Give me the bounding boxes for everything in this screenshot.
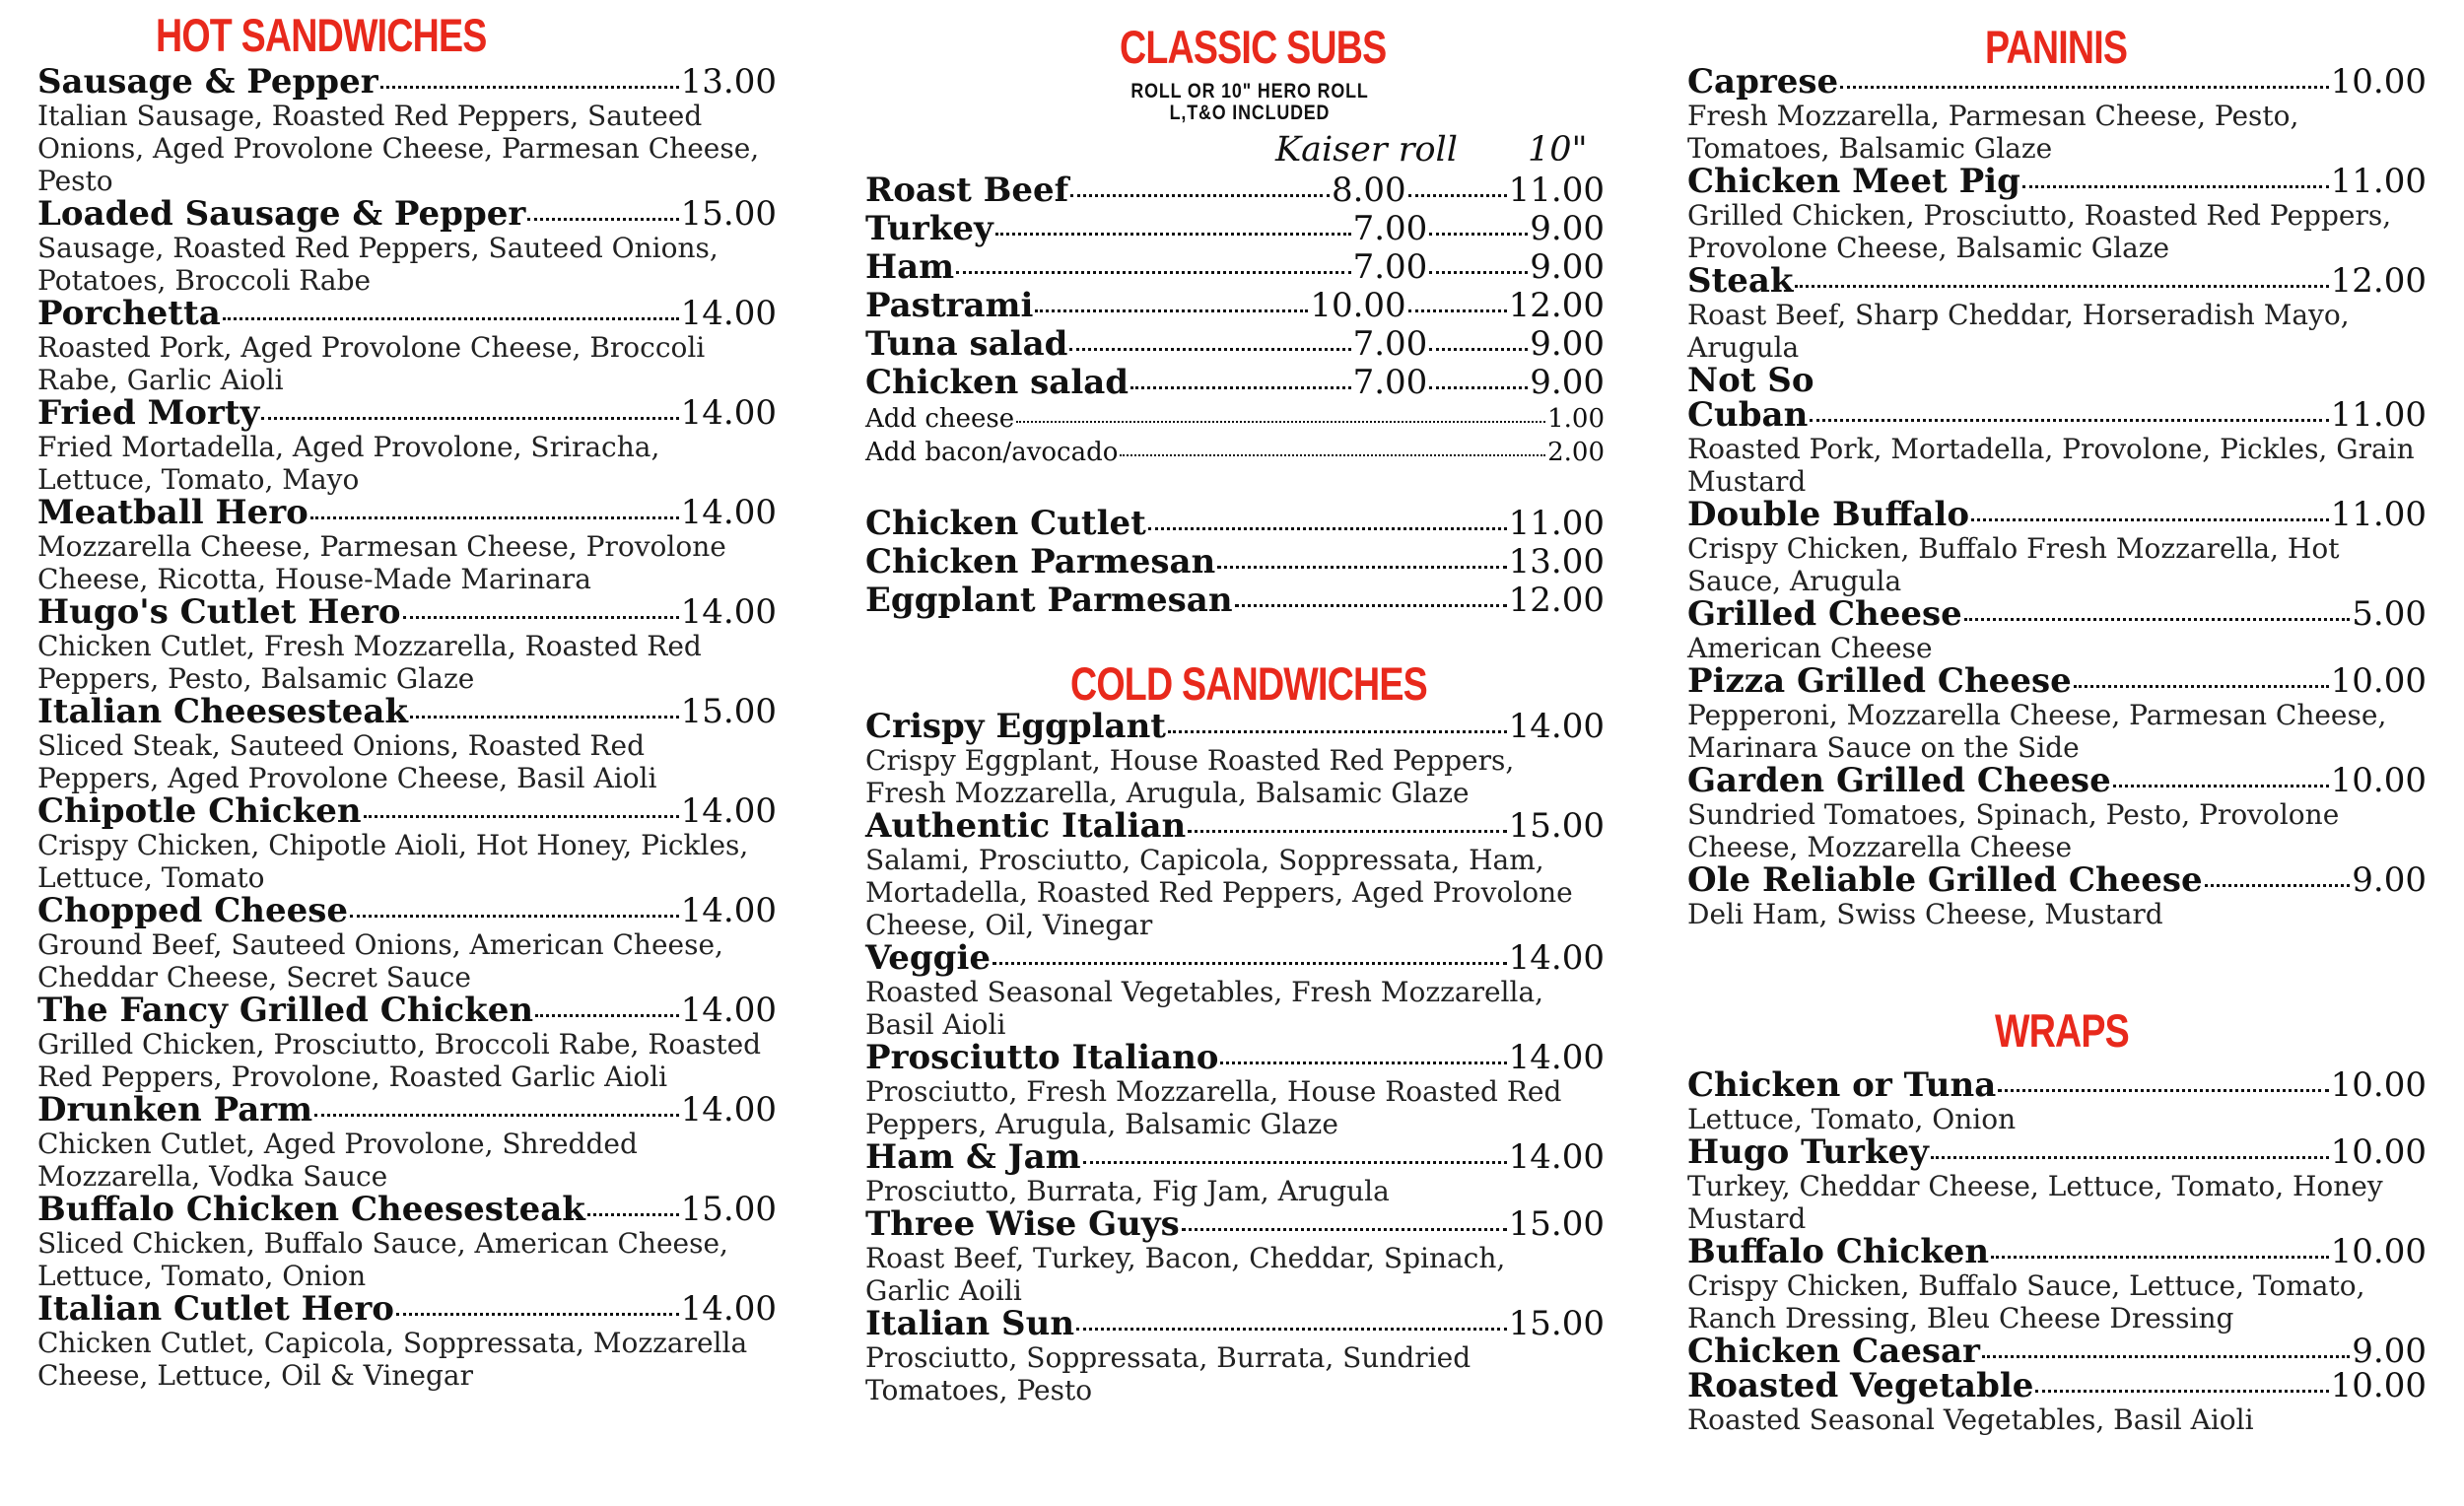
item-description: Crispy Chicken, Buffalo Sauce, Lettuce, Tomato, Ranch Dressing, Bleu Cheese Dressing [1687, 1269, 2365, 1335]
item-name: Hugo's Cutlet Hero [37, 592, 401, 632]
dot-leader [1408, 309, 1507, 312]
item-row [865, 707, 1605, 746]
item-row [37, 692, 777, 731]
kaiser-price: 7.00 [1352, 324, 1428, 364]
item-name: Drunken Parm [37, 1090, 313, 1130]
menu-item [1687, 1366, 2427, 1436]
item-name: Veggie [865, 938, 991, 978]
item-name: Buffalo Chicken Cheesesteak [37, 1190, 585, 1229]
cutlet-row [865, 543, 1605, 582]
item-name: Ham & Jam [865, 1137, 1081, 1177]
item-row [37, 993, 777, 1028]
menu-item [865, 707, 1605, 809]
kaiser-price: 8.00 [1331, 171, 1406, 210]
dot-leader [992, 962, 1507, 965]
item-row [1687, 1332, 2427, 1371]
dot-leader [2113, 785, 2329, 787]
dot-leader [1429, 271, 1528, 274]
item-description: Sliced Steak, Sauteed Onions, Roasted Red Peppers, Aged Provolone Cheese, Basil Aioli [37, 729, 657, 794]
ten-inch-price: 11.00 [1508, 171, 1605, 210]
menu-item [37, 294, 777, 396]
kaiser-price: 7.00 [1352, 363, 1428, 402]
item-row [1687, 261, 2427, 301]
dot-leader [1120, 454, 1545, 456]
item-row [37, 493, 777, 532]
item-name: Porchetta [37, 294, 221, 333]
item-price: 14.00 [680, 592, 777, 632]
item-price: 9.00 [2352, 1332, 2427, 1371]
item-price: 14.00 [680, 891, 777, 930]
item-row [1687, 1132, 2427, 1172]
item-description: Prosciutto, Soppressata, Burrata, Sundried Tomatoes, Pesto [865, 1341, 1472, 1406]
item-price: 11.00 [2330, 162, 2427, 201]
item-price: 10.00 [2330, 761, 2427, 800]
item-description: Prosciutto, Fresh Mozzarella, House Roasted Red Peppers, Arugula, Balsamic Glaze [865, 1075, 1562, 1140]
item-row [37, 791, 777, 831]
item-price: 14.00 [1508, 1038, 1605, 1077]
item-price: 15.00 [1508, 806, 1605, 846]
item-name: Not So [1687, 361, 1814, 400]
dot-leader [1016, 421, 1545, 423]
dot-leader [527, 218, 678, 221]
menu-item [37, 692, 777, 794]
item-price: 15.00 [680, 194, 777, 234]
item-row [1687, 162, 2427, 201]
sub-item-row [865, 171, 1605, 210]
item-description: Prosciutto, Burrata, Fig Jam, Arugula [865, 1175, 1390, 1207]
item-price: 10.00 [2330, 1065, 2427, 1105]
menu-item [37, 993, 777, 1093]
addon-name: Add bacon/avocado [865, 438, 1119, 467]
item-row [1687, 495, 2427, 534]
item-price: 10.00 [2330, 661, 2427, 701]
addon-name: Add cheese [865, 404, 1015, 434]
menu-item [37, 791, 777, 894]
dot-leader [1429, 233, 1528, 236]
menu-item [1687, 261, 2427, 364]
dot-leader [2022, 185, 2329, 188]
wraps-list [1687, 1065, 2427, 1436]
paninis-list [1687, 62, 2427, 930]
ten-inch-price: 9.00 [1530, 324, 1605, 364]
item-name: Meatball Hero [37, 493, 308, 532]
item-description: Sliced Chicken, Buffalo Sauce, American Cheese, Lettuce, Tomato, Onion [37, 1227, 728, 1292]
kaiser-price: 7.00 [1352, 209, 1428, 248]
item-description: Chicken Cutlet, Fresh Mozzarella, Roasted Red Peppers, Pesto, Balsamic Glaze [37, 630, 702, 695]
item-price: 14.00 [1508, 707, 1605, 746]
sub-item-row [865, 210, 1605, 248]
item-row [1687, 1366, 2427, 1405]
item-name: Chicken salad [865, 363, 1129, 402]
dot-leader [1070, 194, 1330, 197]
item-name: Chicken Parmesan [865, 542, 1216, 582]
item-name: Pastrami [865, 286, 1034, 325]
ten-inch-column-head: 10" [1528, 130, 1588, 170]
cutlet-row [865, 582, 1605, 620]
menu-item [37, 493, 777, 595]
item-description: Fried Mortadella, Aged Provolone, Sriracha, Lettuce, Tomato, Mayo [37, 431, 660, 496]
menu-item [37, 1289, 777, 1392]
item-row [865, 938, 1605, 978]
dot-leader [587, 1213, 679, 1216]
item-name: Authentic Italian [865, 806, 1187, 846]
ten-inch-price: 12.00 [1508, 286, 1605, 325]
item-name: Ole Reliable Grilled Cheese [1687, 860, 2203, 900]
ten-inch-price: 9.00 [1530, 363, 1605, 402]
item-name-line [1687, 361, 2427, 400]
dot-leader [310, 516, 679, 519]
menu-item [37, 1090, 777, 1193]
item-price: 14.00 [680, 1090, 777, 1130]
menu-item [1687, 860, 2427, 930]
item-price: 14.00 [1508, 1137, 1605, 1177]
item-price: 14.00 [680, 991, 777, 1030]
item-description: Italian Sausage, Roasted Red Peppers, Sauteed Onions, Aged Provolone Cheese, Parmesan Cheese, Pesto [37, 100, 760, 197]
dot-leader [314, 1114, 679, 1117]
dot-leader [995, 233, 1351, 236]
menu-item [1687, 495, 2427, 597]
item-name: Chicken Caesar [1687, 1332, 1980, 1371]
menu-item [865, 1304, 1605, 1406]
spacer [865, 469, 1605, 505]
item-row [37, 891, 777, 930]
item-name: Garden Grilled Cheese [1687, 761, 2111, 800]
addon-row [865, 436, 1605, 469]
dot-leader [1982, 1355, 2350, 1358]
dot-leader [1148, 527, 1507, 530]
item-price: 10.00 [2330, 1232, 2427, 1271]
item-row [1687, 860, 2427, 900]
item-price: 13.00 [680, 62, 777, 102]
item-name: Caprese [1687, 62, 1839, 102]
item-name: Crispy Eggplant [865, 707, 1167, 746]
item-description: Roasted Seasonal Vegetables, Basil Aioli [1687, 1403, 2254, 1436]
item-row [37, 194, 777, 234]
item-row [37, 1190, 777, 1229]
item-description: Sausage, Roasted Red Peppers, Sauteed Onions, Potatoes, Broccoli Rabe [37, 232, 719, 297]
dot-leader [2205, 884, 2351, 887]
item-price: 5.00 [2352, 594, 2427, 634]
item-name: Italian Sun [865, 1304, 1075, 1343]
dot-leader [1408, 194, 1507, 197]
item-name: Steak [1687, 261, 1794, 301]
menu-item [865, 1204, 1605, 1307]
dot-leader [1971, 518, 2329, 521]
item-name: Fried Morty [37, 393, 260, 433]
dot-leader [350, 915, 679, 918]
item-description: Ground Beef, Sauteed Onions, American Cheese, Cheddar Cheese, Secret Sauce [37, 928, 723, 993]
item-row [1687, 62, 2427, 102]
item-price: 14.00 [680, 493, 777, 532]
dot-leader [1810, 419, 2328, 422]
dot-leader [1182, 1228, 1507, 1231]
menu-item [1687, 761, 2427, 863]
menu-item [865, 1038, 1605, 1140]
item-name: Hugo Turkey [1687, 1132, 1929, 1172]
item-description: Roasted Seasonal Vegetables, Fresh Mozzarella, Basil Aioli [865, 976, 1544, 1041]
item-row [37, 592, 777, 632]
item-description: Roast Beef, Turkey, Bacon, Cheddar, Spinach, Garlic Aoili [865, 1242, 1506, 1307]
dot-leader [1069, 348, 1350, 351]
item-description: Sundried Tomatoes, Spinach, Pesto, Provolone Cheese, Mozzarella Cheese [1687, 798, 2340, 863]
item-name: Grilled Cheese [1687, 594, 1962, 634]
dot-leader [2035, 1390, 2328, 1393]
item-name: The Fancy Grilled Chicken [37, 991, 534, 1030]
item-price: 15.00 [1508, 1204, 1605, 1244]
dot-leader [410, 716, 679, 719]
item-name: Italian Cutlet Hero [37, 1289, 394, 1329]
item-name: Chicken Meet Pig [1687, 162, 2020, 201]
dot-leader [223, 317, 679, 320]
ten-inch-price: 9.00 [1530, 209, 1605, 248]
classic-subs-title: CLASSIC SUBS [1120, 21, 1387, 73]
item-price: 11.00 [2330, 395, 2427, 435]
item-price: 14.00 [1508, 938, 1605, 978]
menu-item [1687, 361, 2427, 498]
cold-sandwiches-title: COLD SANDWICHES [1070, 657, 1427, 710]
menu-item [37, 62, 777, 197]
item-description: Grilled Chicken, Prosciutto, Broccoli Rabe, Roasted Red Peppers, Provolone, Roasted Garlic Aioli [37, 1028, 762, 1093]
dot-leader [403, 616, 679, 619]
hot-sandwiches-title: HOT SANDWICHES [156, 9, 487, 61]
item-name: Buffalo Chicken [1687, 1232, 1990, 1271]
dot-leader [1840, 86, 2328, 89]
item-name: Tuna salad [865, 324, 1068, 364]
item-name: Double Buffalo [1687, 495, 1970, 534]
classic-subs-note [1125, 81, 1376, 124]
item-description: Pepperoni, Mozzarella Cheese, Parmesan Cheese, Marinara Sauce on the Side [1687, 699, 2387, 764]
item-name: Roast Beef [865, 171, 1069, 210]
addon-price: 2.00 [1547, 438, 1605, 467]
item-price: 12.00 [1508, 581, 1605, 620]
menu-item [865, 806, 1605, 941]
item-name: Prosciutto Italiano [865, 1038, 1219, 1077]
item-price: 11.00 [1508, 504, 1605, 543]
item-description: Turkey, Cheddar Cheese, Lettuce, Tomato, Honey Mustard [1687, 1170, 2383, 1235]
item-row [37, 393, 777, 433]
dot-leader [2074, 685, 2329, 688]
item-description: Crispy Chicken, Buffalo Fresh Mozzarella, Hot Sauce, Arugula [1687, 532, 2340, 597]
item-name: Ham [865, 247, 955, 287]
item-description: Lettuce, Tomato, Onion [1687, 1103, 2017, 1135]
sub-item-row [865, 325, 1605, 364]
kaiser-price: 10.00 [1310, 286, 1406, 325]
dot-leader [1931, 1156, 2329, 1159]
dot-leader [1168, 730, 1507, 733]
menu-item [37, 194, 777, 297]
dot-leader [380, 86, 679, 89]
dot-leader [1076, 1328, 1507, 1331]
menu-item [1687, 1132, 2427, 1235]
menu-item [37, 1190, 777, 1292]
item-description: Salami, Prosciutto, Capicola, Soppressata, Ham, Mortadella, Roasted Red Peppers, Aged Provolone Cheese, Oil, Vinegar [865, 844, 1573, 941]
wraps-title: WRAPS [1995, 1004, 2129, 1057]
item-description: Chicken Cutlet, Capicola, Soppressata, Mozzarella Cheese, Lettuce, Oil & Vinegar [37, 1327, 748, 1392]
kaiser-price: 7.00 [1352, 247, 1428, 287]
dot-leader [1998, 1089, 2328, 1092]
item-row [865, 806, 1605, 846]
item-name: Loaded Sausage & Pepper [37, 194, 526, 234]
item-description: Roast Beef, Sharp Cheddar, Horseradish Mayo, Arugula [1687, 299, 2350, 364]
item-name: Cuban [1687, 395, 1809, 435]
addon-price: 1.00 [1547, 404, 1605, 434]
item-row [1687, 594, 2427, 634]
item-price: 10.00 [2330, 62, 2427, 102]
menu-item [1687, 162, 2427, 264]
item-price: 10.00 [2330, 1366, 2427, 1405]
kaiser-roll-column-head: Kaiser roll [1275, 130, 1458, 170]
item-name: Sausage & Pepper [37, 62, 378, 102]
sub-item-row [865, 364, 1605, 402]
item-price: 11.00 [2330, 495, 2427, 534]
sub-item-row [865, 287, 1605, 325]
hot-sandwiches-list [37, 62, 777, 1392]
dot-leader [1130, 386, 1351, 389]
menu-item [1687, 1332, 2427, 1371]
item-price: 14.00 [680, 1289, 777, 1329]
item-name: Pizza Grilled Cheese [1687, 661, 2072, 701]
item-description: Mozzarella Cheese, Parmesan Cheese, Provolone Cheese, Ricotta, House-Made Marinara [37, 530, 726, 595]
item-price: 12.00 [2330, 261, 2427, 301]
dot-leader [1235, 604, 1507, 607]
item-row [865, 1204, 1605, 1244]
menu-item [1687, 62, 2427, 165]
item-price: 15.00 [1508, 1304, 1605, 1343]
item-name: Chopped Cheese [37, 891, 349, 930]
item-description: Fresh Mozzarella, Parmesan Cheese, Pesto, Tomatoes, Balsamic Glaze [1687, 100, 2299, 165]
item-name: Chicken or Tuna [1687, 1065, 1997, 1105]
menu-item [1687, 661, 2427, 764]
classic-subs-note-line2: L,T&O INCLUDED [1169, 102, 1331, 124]
item-description: American Cheese [1687, 632, 1933, 664]
item-row [865, 1304, 1605, 1343]
menu-item [1687, 1065, 2427, 1135]
item-description: Roasted Pork, Mortadella, Provolone, Pickles, Grain Mustard [1687, 433, 2415, 498]
item-row [37, 294, 777, 333]
sub-item-row [865, 248, 1605, 287]
dot-leader [535, 1014, 679, 1017]
item-price: 9.00 [2352, 860, 2427, 900]
item-description: Crispy Eggplant, House Roasted Red Peppers, Fresh Mozzarella, Arugula, Balsamic Glaze [865, 744, 1515, 809]
menu-item [865, 1137, 1605, 1207]
item-row [865, 1137, 1605, 1177]
item-row [37, 62, 777, 102]
item-description: Chicken Cutlet, Aged Provolone, Shredded Mozzarella, Vodka Sauce [37, 1128, 638, 1193]
dot-leader [1220, 1061, 1506, 1064]
item-name: Italian Cheesesteak [37, 692, 408, 731]
item-row [1687, 661, 2427, 701]
item-row [1687, 1065, 2427, 1105]
paninis-title: PANINIS [1985, 21, 2128, 73]
dot-leader [396, 1313, 679, 1316]
item-price: 15.00 [680, 692, 777, 731]
item-name: Three Wise Guys [865, 1204, 1180, 1244]
cold-sandwiches-list [865, 707, 1605, 1406]
classic-subs-note-line1: ROLL OR 10" HERO ROLL [1130, 80, 1369, 103]
item-price: 13.00 [1508, 542, 1605, 582]
dot-leader [261, 417, 678, 420]
dot-leader [1083, 1161, 1507, 1164]
item-price: 10.00 [2330, 1132, 2427, 1172]
dot-leader [1795, 285, 2328, 288]
dot-leader [956, 271, 1350, 274]
cutlet-row [865, 505, 1605, 543]
item-row [37, 1090, 777, 1130]
item-description: Deli Ham, Swiss Cheese, Mustard [1687, 898, 2163, 930]
item-price: 14.00 [680, 393, 777, 433]
dot-leader [1429, 386, 1528, 389]
menu-item [37, 891, 777, 993]
dot-leader [1991, 1256, 2329, 1259]
addon-row [865, 402, 1605, 436]
classic-subs-list [865, 171, 1605, 620]
item-name: Roasted Vegetable [1687, 1366, 2034, 1405]
item-name: Eggplant Parmesan [865, 581, 1233, 620]
item-row [1687, 761, 2427, 800]
item-description: Roasted Pork, Aged Provolone Cheese, Broccoli Rabe, Garlic Aioli [37, 331, 706, 396]
dot-leader [1964, 618, 2351, 621]
menu-item [865, 938, 1605, 1041]
item-description: Grilled Chicken, Prosciutto, Roasted Red Peppers, Provolone Cheese, Balsamic Glaze [1687, 199, 2392, 264]
menu-item [37, 592, 777, 695]
dot-leader [364, 815, 679, 818]
ten-inch-price: 9.00 [1530, 247, 1605, 287]
menu-item [37, 393, 777, 496]
item-name: Turkey [865, 209, 993, 248]
item-price: 15.00 [680, 1190, 777, 1229]
menu-item [1687, 1232, 2427, 1335]
item-name: Chicken Cutlet [865, 504, 1146, 543]
dot-leader [1188, 830, 1506, 833]
dot-leader [1035, 309, 1308, 312]
item-description: Crispy Chicken, Chipotle Aioli, Hot Honey, Pickles, Lettuce, Tomato [37, 829, 749, 894]
dot-leader [1217, 566, 1506, 569]
item-name: Chipotle Chicken [37, 791, 362, 831]
menu-item [1687, 594, 2427, 664]
item-price: 14.00 [680, 294, 777, 333]
item-price: 14.00 [680, 791, 777, 831]
dot-leader [1429, 348, 1528, 351]
item-row [37, 1289, 777, 1329]
item-row [1687, 1232, 2427, 1271]
item-row [865, 1038, 1605, 1077]
item-row [1687, 395, 2427, 435]
